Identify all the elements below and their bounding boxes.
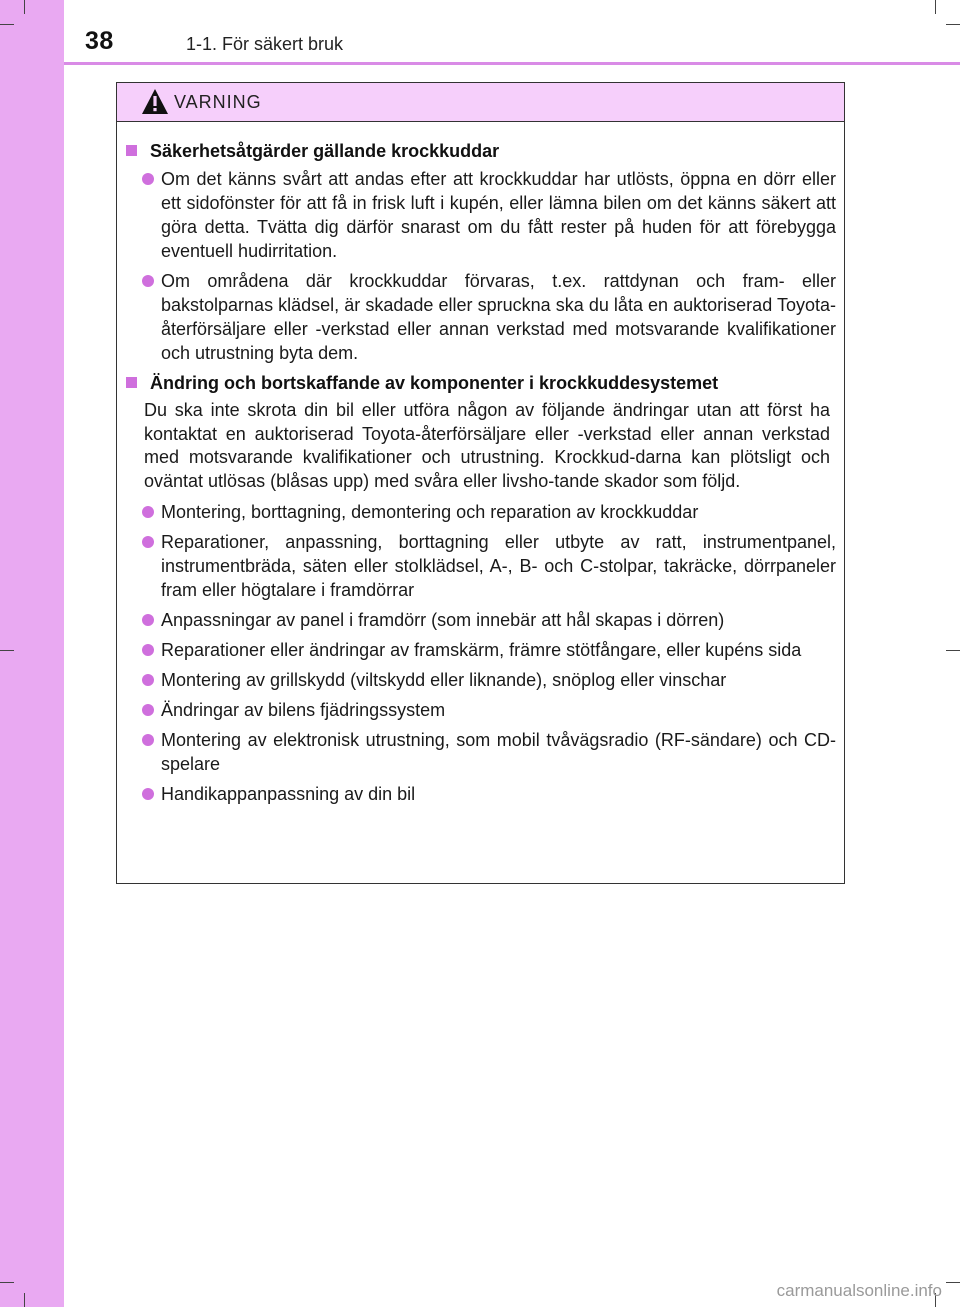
crop-mark bbox=[946, 24, 960, 25]
list-item bbox=[142, 782, 836, 806]
list-item bbox=[142, 269, 836, 365]
bullet-dot-icon bbox=[142, 674, 154, 686]
warning-header bbox=[117, 83, 844, 122]
crop-mark bbox=[0, 1282, 14, 1283]
list-item bbox=[142, 728, 836, 776]
crop-mark bbox=[946, 650, 960, 651]
list-item-text: Montering, borttagning, demontering och reparation av krockkuddar bbox=[161, 502, 699, 522]
list-item bbox=[142, 167, 836, 263]
list-item-text: Reparationer, anpassning, borttagning eller utbyte av ratt, instrumentpanel, instrumentbräda, säten eller stolklädsel, A-, B- och C-stolpar, takräcke, dörrpaneler fram eller högtalare i framdörrar bbox=[161, 532, 836, 600]
list-item-text: Anpassningar av panel i framdörr (som innebär att hål skapas i dörren) bbox=[161, 610, 725, 630]
crop-mark bbox=[946, 1282, 960, 1283]
heading-text: Ändring och bortskaffande av komponenter i krockkuddesystemet bbox=[150, 373, 719, 393]
watermark[interactable]: carmanualsonline.info bbox=[776, 1281, 942, 1300]
list-item bbox=[142, 530, 836, 602]
section-title: 1-1. För säkert bruk bbox=[186, 34, 344, 54]
heading-marker-icon bbox=[126, 145, 137, 156]
list-item-text: Handikappanpassning av din bil bbox=[161, 784, 416, 804]
header-rule bbox=[64, 62, 960, 65]
bullet-dot-icon bbox=[142, 275, 154, 287]
section-heading bbox=[126, 139, 844, 163]
bullet-dot-icon bbox=[142, 506, 154, 518]
list-item bbox=[142, 638, 836, 662]
list-item bbox=[142, 500, 836, 524]
crop-mark bbox=[0, 24, 14, 25]
list-item-text: Om det känns svårt att andas efter att krockkuddar har utlösts, öppna en dörr eller ett sidofönster för att få in frisk luft i kupén, eller lämna bilen om det känns säkert att göra detta. Tvätta dig därför snarast om du fått rester på huden för att förebygga eventuell hudirritation. bbox=[161, 169, 836, 261]
heading-text: Säkerhetsåtgärder gällande krockkuddar bbox=[150, 141, 500, 161]
section-heading bbox=[126, 371, 844, 395]
section-paragraph: Du ska inte skrota din bil eller utföra någon av följande ändringar utan att först ha kontaktat en auktoriserad Toyota-återförsäljare eller -verkstad eller annan verkstad med motsvarande kvalifikationer och utrustning. Krockkud-darna kan plötsligt och oväntat utlösas (blåsas upp) med svåra eller livsho-tande skador som följd. bbox=[144, 400, 830, 491]
warning-box bbox=[116, 82, 845, 884]
side-band bbox=[0, 0, 64, 1307]
bullet-dot-icon bbox=[142, 644, 154, 656]
list-item-text: Reparationer eller ändringar av framskärm, främre stötfångare, eller kupéns sida bbox=[161, 640, 802, 660]
crop-mark bbox=[24, 0, 25, 14]
bullet-dot-icon bbox=[142, 173, 154, 185]
page-number: 38 bbox=[85, 27, 114, 55]
bullet-dot-icon bbox=[142, 788, 154, 800]
list-item-text: Ändringar av bilens fjädringssystem bbox=[161, 700, 446, 720]
bullet-dot-icon bbox=[142, 734, 154, 746]
list-item bbox=[142, 668, 836, 692]
bullet-dot-icon bbox=[142, 536, 154, 548]
crop-mark bbox=[24, 1293, 25, 1307]
warning-label: VARNING bbox=[174, 92, 262, 112]
warning-triangle-icon bbox=[141, 88, 169, 115]
warning-content bbox=[117, 139, 844, 812]
bullet-dot-icon bbox=[142, 614, 154, 626]
list-item-text: Montering av grillskydd (viltskydd eller liknande), snöplog eller vinschar bbox=[161, 670, 727, 690]
list-item-text: Om områdena där krockkuddar förvaras, t.ex. rattdynan och fram- eller bakstolparnas klädsel, är skadade eller spruckna ska du låta en auktoriserad Toyota-återförsäljare eller -verkstad eller annan verkstad med motsvarande kvalifikationer och utrustning byta dem. bbox=[161, 271, 836, 363]
list-item-text: Montering av elektronisk utrustning, som mobil tvåvägsradio (RF-sändare) och CD-spelare bbox=[161, 730, 836, 774]
list-item bbox=[142, 608, 836, 632]
heading-marker-icon bbox=[126, 377, 137, 388]
list-item bbox=[142, 698, 836, 722]
bullet-dot-icon bbox=[142, 704, 154, 716]
crop-mark bbox=[0, 650, 14, 651]
crop-mark bbox=[935, 0, 936, 14]
